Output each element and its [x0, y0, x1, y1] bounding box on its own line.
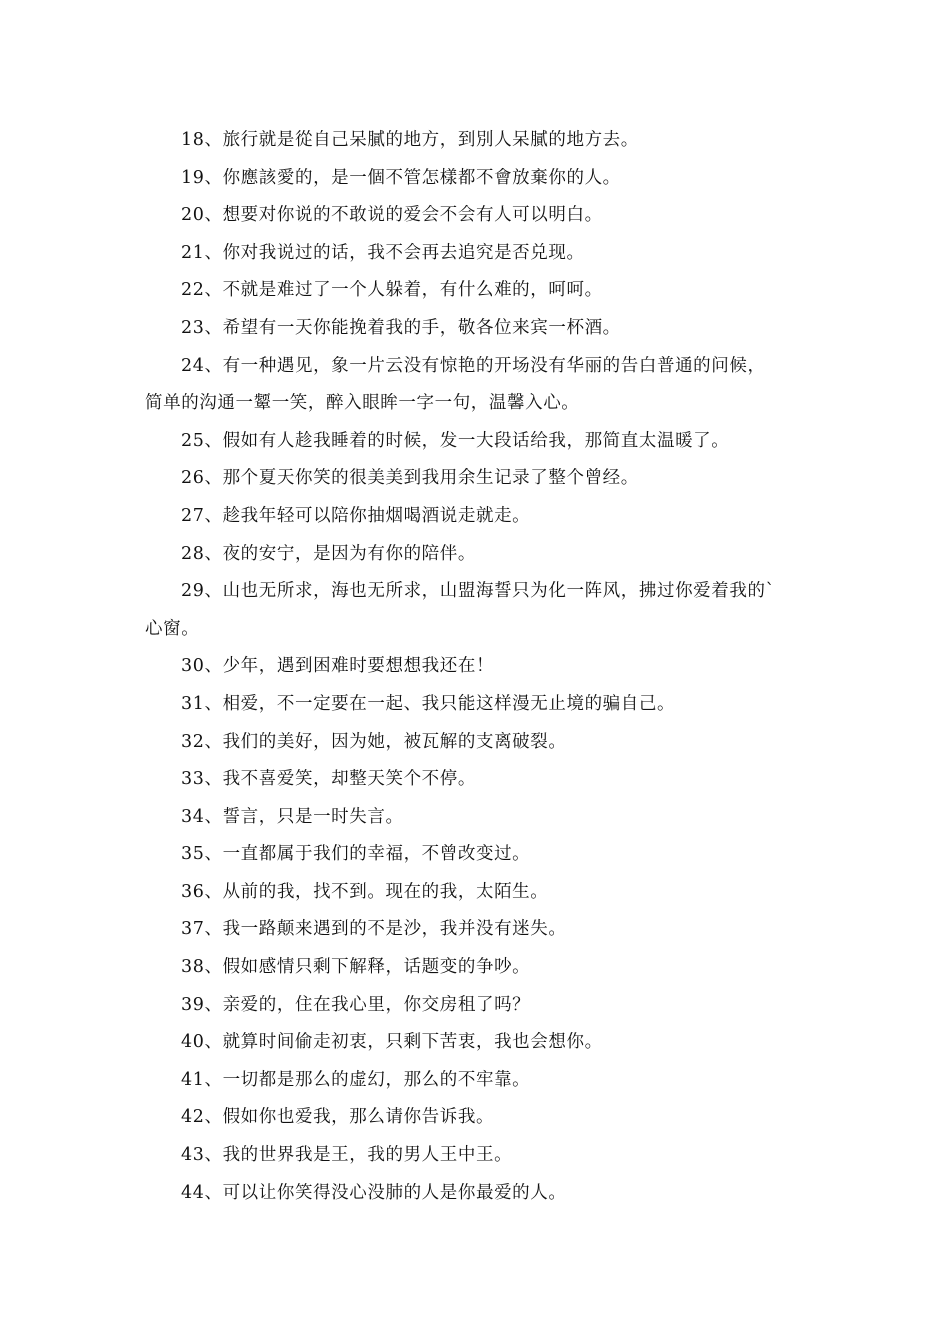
quote-line: 38、假如感情只剩下解释，话题变的争吵。 [181, 957, 531, 978]
quote-line: 34、誓言，只是一时失言。 [181, 806, 404, 827]
quote-line: 37、我一路颠来遇到的不是沙，我并没有迷失。 [181, 919, 567, 940]
quote-line: 44、可以让你笑得没心没肺的人是你最爱的人。 [181, 1182, 567, 1203]
quote-line: 42、假如你也爱我，那么请你告诉我。 [181, 1107, 495, 1128]
quote-line: 30、少年，遇到困难时要想想我还在！ [181, 656, 495, 677]
quote-line: 39、亲爱的，住在我心里，你交房租了吗？ [181, 994, 531, 1015]
quote-line: 43、我的世界我是王，我的男人王中王。 [181, 1145, 513, 1166]
quote-line: 35、一直都属于我们的幸福，不曾改变过。 [181, 844, 531, 865]
quote-line: 36、从前的我，找不到。现在的我，太陌生。 [181, 881, 549, 902]
quote-line: 25、假如有人趁我睡着的时候，发一大段话给我，那简直太温暖了。 [181, 430, 730, 451]
quote-line: 21、你对我说过的话，我不会再去追究是否兑现。 [181, 242, 585, 263]
document-body [145, 122, 815, 1212]
quote-line: 20、想要对你说的不敢说的爱会不会有人可以明白。 [181, 205, 603, 226]
quote-line: 41、一切都是那么的虚幻，那么的不牢靠。 [181, 1069, 531, 1090]
quote-line: 19、你應該愛的，是一個不管怎樣都不會放棄你的人。 [181, 167, 621, 188]
quote-line: 29、山也无所求，海也无所求，山盟海誓只为化一阵风，拂过你爱着我的` [181, 581, 775, 602]
quote-line: 40、就算时间偷走初衷，只剩下苦衷，我也会想你。 [181, 1032, 603, 1053]
quote-continuation-line: 简单的沟通一颦一笑，醉入眼眸一字一句，温馨入心。 [145, 393, 580, 414]
quote-line: 28、夜的安宁，是因为有你的陪伴。 [181, 543, 476, 564]
quote-line: 33、我不喜爱笑，却整天笑个不停。 [181, 769, 476, 790]
quote-line: 27、趁我年轻可以陪你抽烟喝酒说走就走。 [181, 505, 531, 526]
quote-line: 22、不就是难过了一个人躲着，有什么难的，呵呵。 [181, 280, 603, 301]
quote-line: 31、相爱，不一定要在一起、我只能这样漫无止境的骗自己。 [181, 693, 676, 714]
quote-line: 32、我们的美好，因为她，被瓦解的支离破裂。 [181, 731, 567, 752]
quote-line: 26、那个夏天你笑的很美美到我用余生记录了整个曾经。 [181, 468, 639, 489]
quote-line: 24、有一种遇见，象一片云没有惊艳的开场没有华丽的告白普通的问候， [181, 355, 766, 376]
quote-line: 18、旅行就是從自己呆膩的地方，到別人呆膩的地方去。 [181, 130, 639, 150]
quote-line: 23、希望有一天你能挽着我的手，敬各位来宾一杯酒。 [181, 317, 621, 338]
quote-continuation-line: 心窗。 [145, 618, 200, 639]
